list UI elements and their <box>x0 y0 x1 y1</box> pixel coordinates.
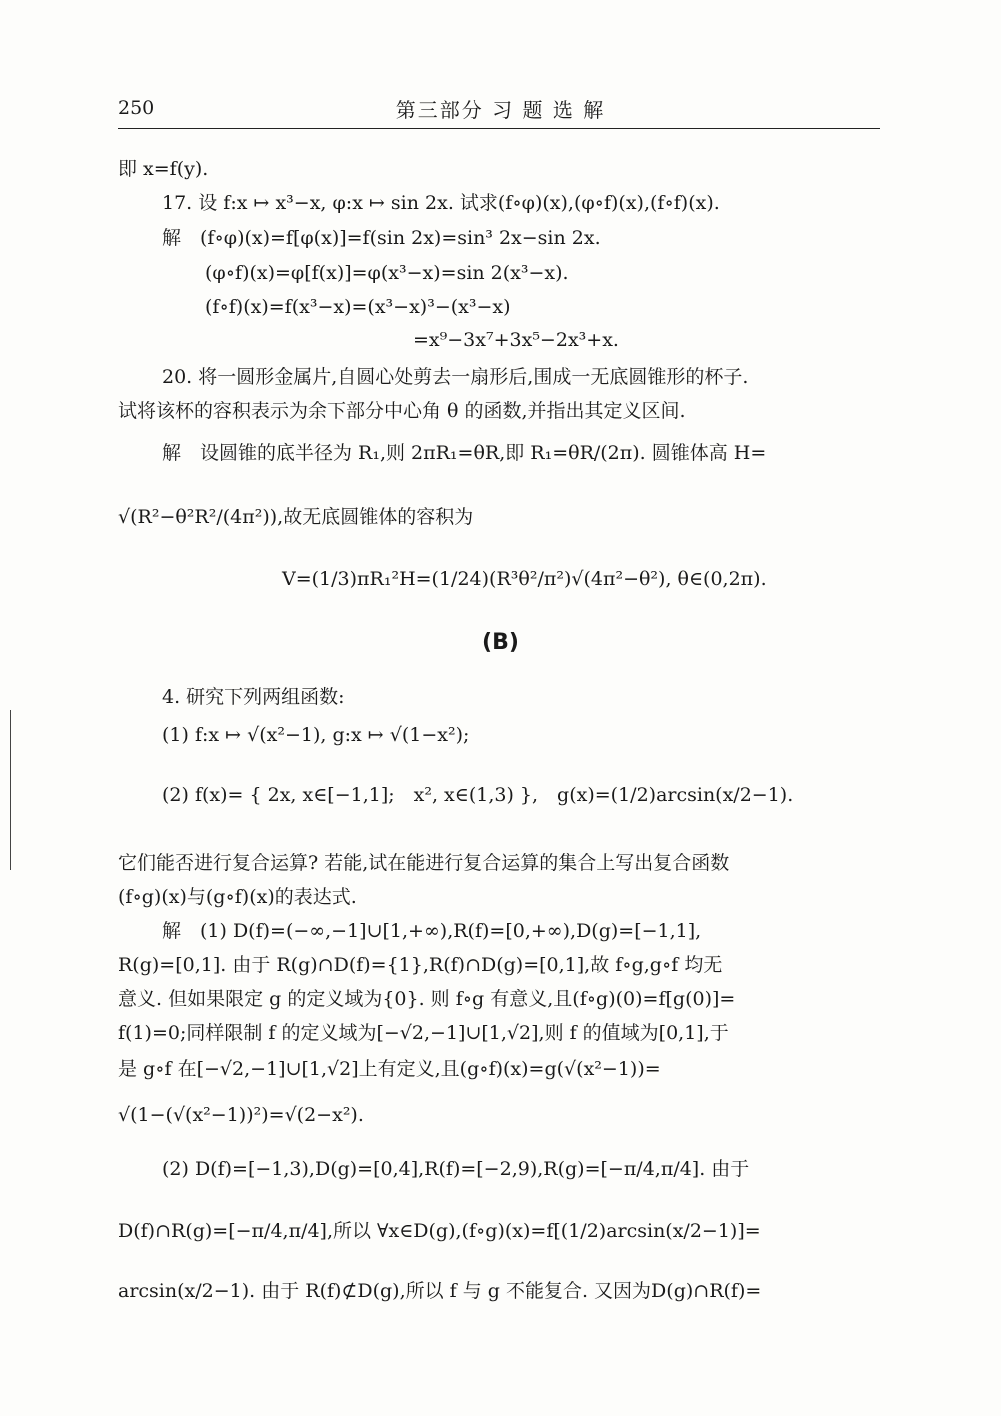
section-label-b: (B) <box>482 630 519 655</box>
text-line: 即 x=f(y). <box>118 158 209 180</box>
text-line: 它们能否进行复合运算? 若能,试在能进行复合运算的集合上写出复合函数 <box>118 852 730 874</box>
text-line: (φ∘f)(x)=φ[f(x)]=φ(x³−x)=sin 2(x³−x). <box>205 262 569 284</box>
text-line: R(g)=[0,1]. 由于 R(g)∩D(f)={1},R(f)∩D(g)=[0,1],故 f∘g,g∘f 均无 <box>118 954 723 976</box>
text-line: 试将该杯的容积表示为余下部分中心角 θ 的函数,并指出其定义区间. <box>118 400 686 422</box>
text-line: (2) D(f)=[−1,3),D(g)=[0,4],R(f)=[−2,9),R(g)=[−π/4,π/4]. 由于 <box>162 1158 750 1180</box>
running-header: 第三部分 习 题 选 解 <box>395 98 606 122</box>
page-number: 250 <box>118 97 155 119</box>
text-line: f(1)=0;同样限制 f 的定义域为[−√2,−1]∪[1,√2],则 f 的值域为[0,1],于 <box>118 1022 729 1044</box>
text-line: 4. 研究下列两组函数: <box>162 686 345 708</box>
text-line: (2) f(x)= { 2x, x∈[−1,1]; x², x∈(1,3) }, g(x)=(1/2)arcsin(x/2−1). <box>162 784 794 806</box>
text-line: 是 g∘f 在[−√2,−1]∪[1,√2]上有定义,且(g∘f)(x)=g(√(x²−1))= <box>118 1058 661 1080</box>
text-line: 解 (1) D(f)=(−∞,−1]∪[1,+∞),R(f)=[0,+∞),D(g)=[−1,1], <box>162 920 702 942</box>
text-line: 17. 设 f:x ↦ x³−x, φ:x ↦ sin 2x. 试求(f∘φ)(x),(φ∘f)(x),(f∘f)(x). <box>162 192 720 214</box>
margin-mark <box>10 710 11 870</box>
text-line: 意义. 但如果限定 g 的定义域为{0}. 则 f∘g 有意义,且(f∘g)(0)=f[g(0)]= <box>118 988 736 1010</box>
text-line: √(R²−θ²R²/(4π²)),故无底圆锥体的容积为 <box>118 506 474 528</box>
text-line: (1) f:x ↦ √(x²−1), g:x ↦ √(1−x²); <box>162 724 470 746</box>
text-line: arcsin(x/2−1). 由于 R(f)⊄D(g),所以 f 与 g 不能复合. 又因为D(g)∩R(f)= <box>118 1280 762 1302</box>
text-line: =x⁹−3x⁷+3x⁵−2x³+x. <box>413 329 619 351</box>
header-rule <box>118 128 880 129</box>
text-line: D(f)∩R(g)=[−π/4,π/4],所以 ∀x∈D(g),(f∘g)(x)=f[(1/2)arcsin(x/2−1)]= <box>118 1220 761 1242</box>
text-line: 解 设圆锥的底半径为 R₁,则 2πR₁=θR,即 R₁=θR/(2π). 圆锥体高 H= <box>162 442 767 464</box>
text-line: (f∘f)(x)=f(x³−x)=(x³−x)³−(x³−x) <box>205 296 511 318</box>
text-line: √(1−(√(x²−1))²)=√(2−x²). <box>118 1104 364 1126</box>
text-line: (f∘g)(x)与(g∘f)(x)的表达式. <box>118 886 357 908</box>
text-line: V=(1/3)πR₁²H=(1/24)(R³θ²/π²)√(4π²−θ²), θ∈(0,2π). <box>282 568 767 590</box>
text-line: 解 (f∘φ)(x)=f[φ(x)]=f(sin 2x)=sin³ 2x−sin 2x. <box>162 227 601 249</box>
text-line: 20. 将一圆形金属片,自圆心处剪去一扇形后,围成一无底圆锥形的杯子. <box>162 366 749 388</box>
